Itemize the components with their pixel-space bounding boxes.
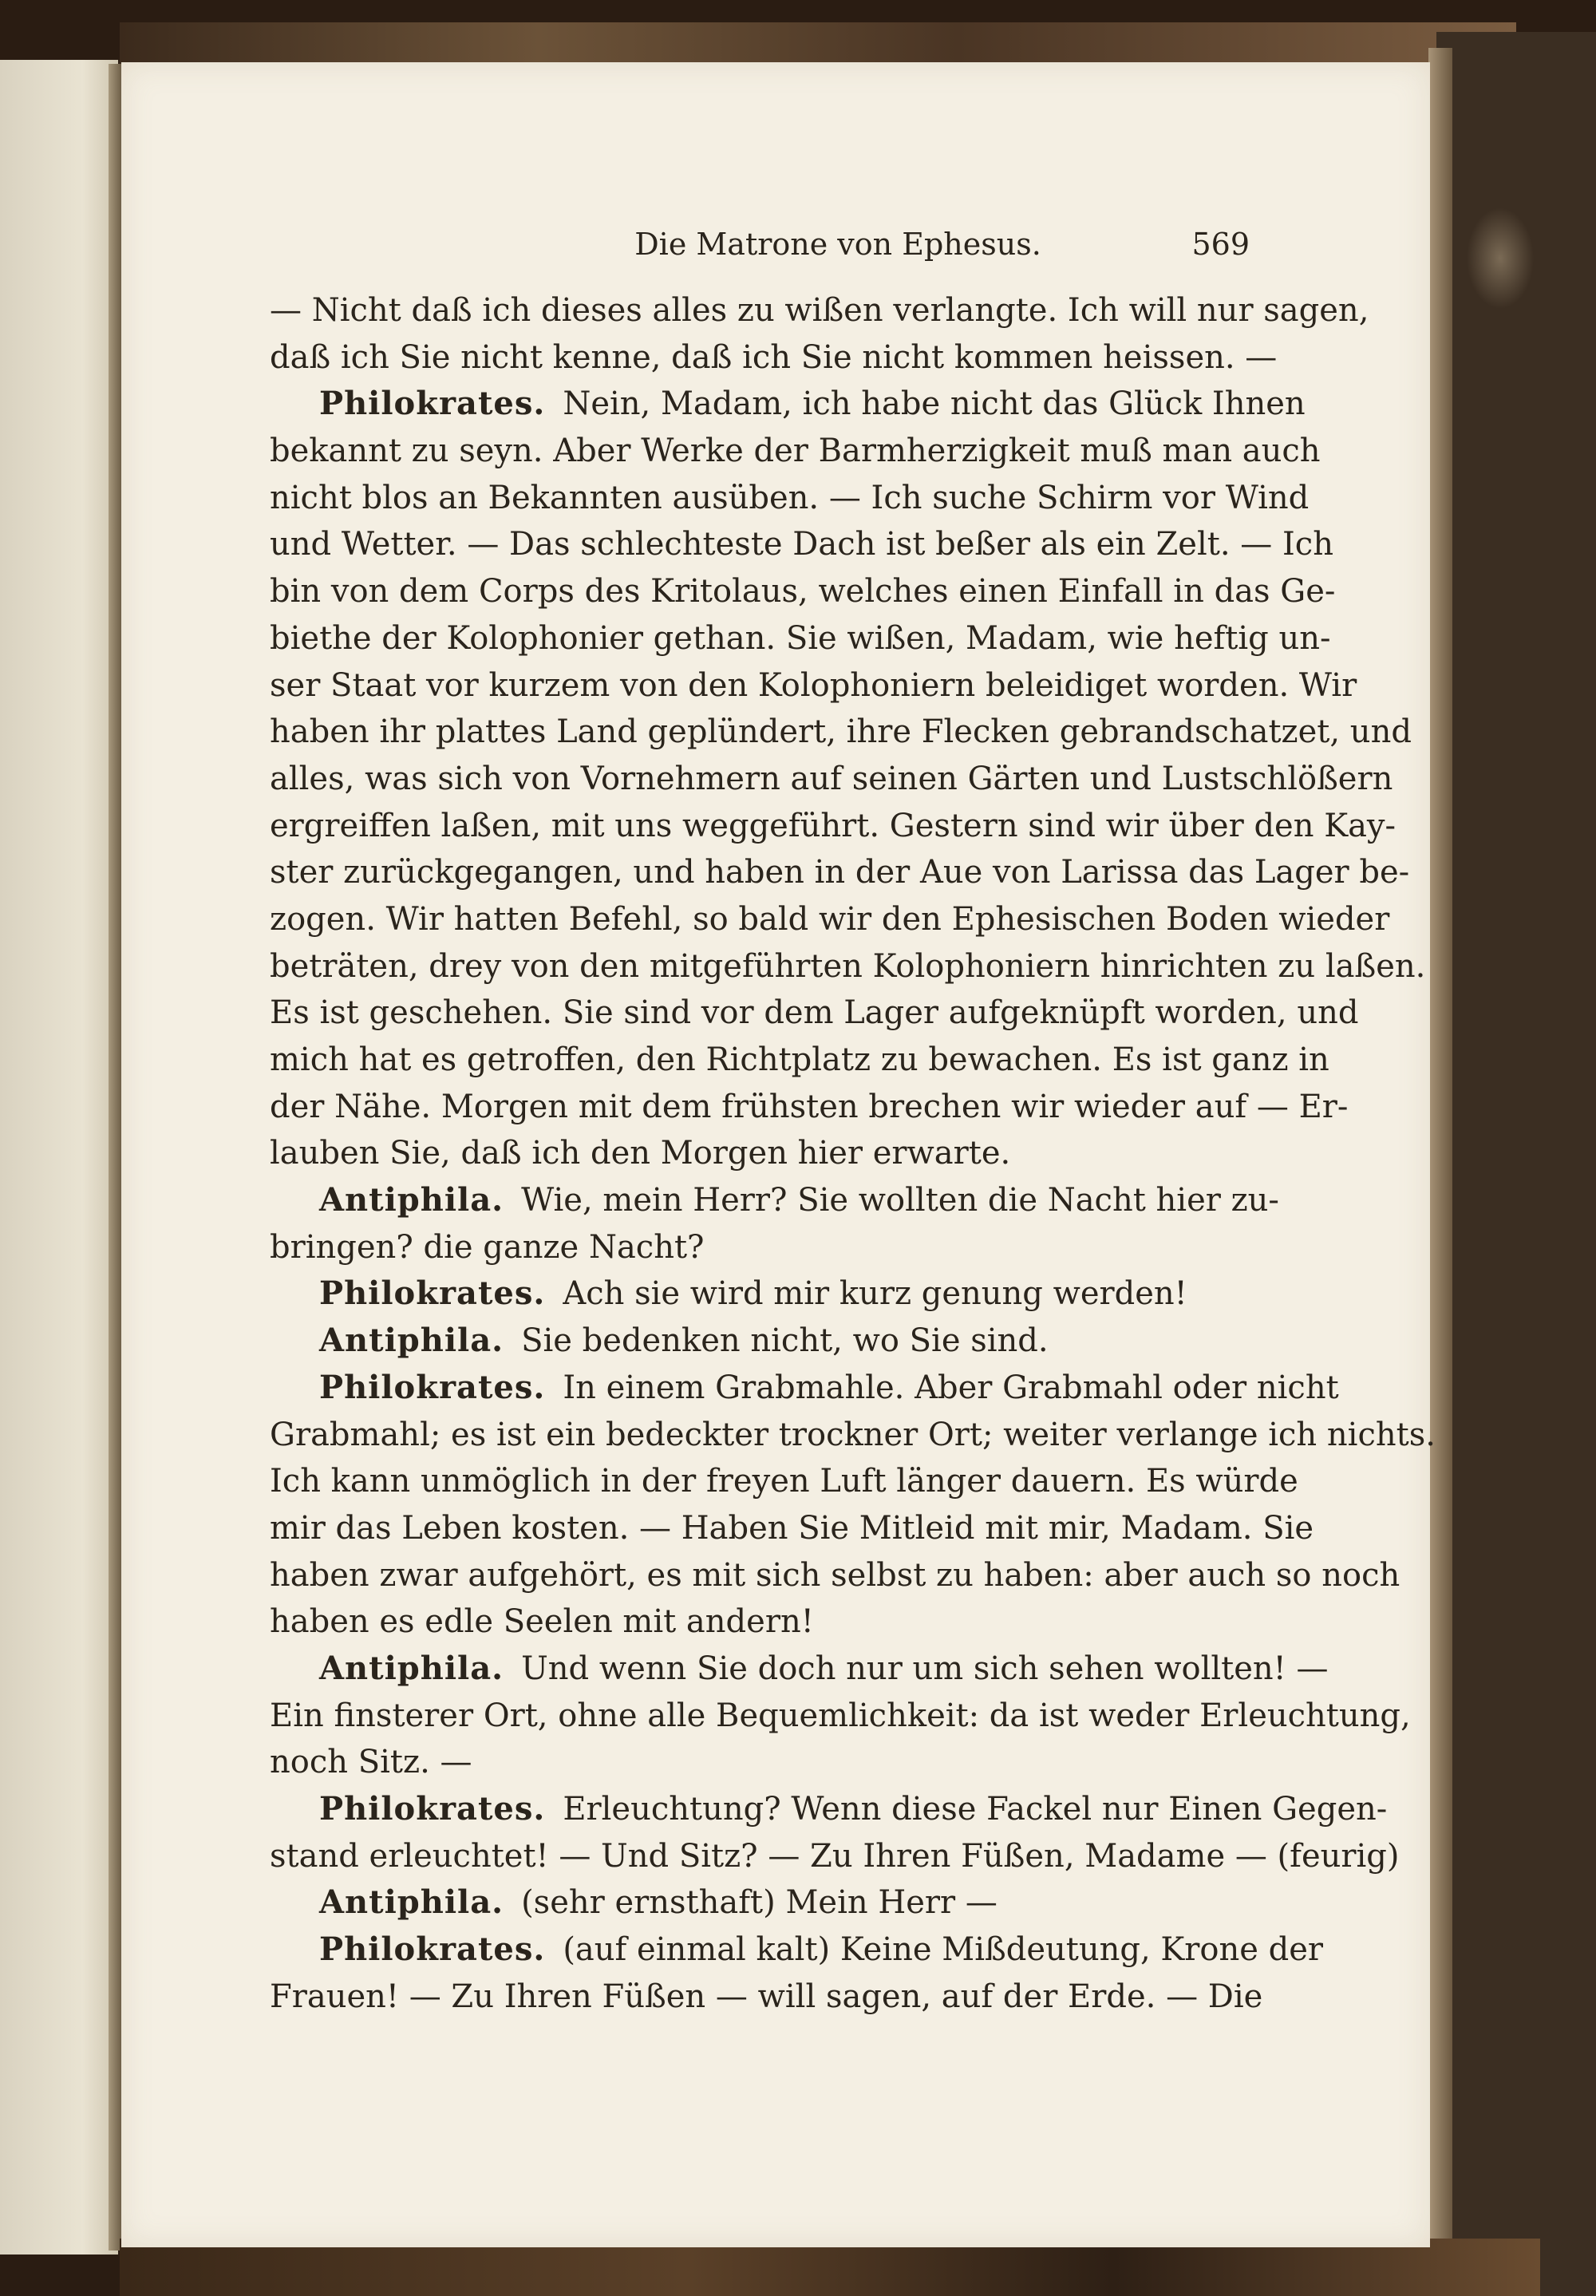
line-text: Sie bedenken nicht, wo Sie sind. [521, 1322, 1049, 1360]
text-line [270, 1739, 1240, 1786]
line-text: der Nähe. Morgen mit dem frühsten brechen wir wieder auf — Er- [270, 1088, 1349, 1125]
text-line [270, 475, 1310, 522]
facing-page-left [0, 60, 118, 2255]
text-line [270, 568, 1336, 615]
text-line [270, 521, 1333, 568]
line-text: Wie, mein Herr? Sie wollten die Nacht hier zu- [521, 1182, 1279, 1219]
text-line [270, 896, 1390, 943]
line-text: biethe der Kolophonier gethan. Sie wißen, Madam, wie heftig un- [270, 619, 1331, 657]
line-text: haben ihr plattes Land geplündert, ihre Flecken gebrandschatzet, und [270, 713, 1412, 751]
page-text-body [270, 287, 1436, 2020]
text-line [270, 1505, 1314, 1552]
text-line [270, 1412, 1436, 1459]
marbled-board-right [1436, 32, 1596, 2296]
text-line [270, 1879, 1240, 1927]
line-text: bin von dem Corps des Kritolaus, welches einen Einfall in das Ge- [270, 573, 1336, 611]
text-line [270, 1130, 1240, 1177]
text-line [270, 1458, 1298, 1505]
line-text: bringen? die ganze Nacht? [270, 1228, 705, 1266]
line-text: nicht blos an Bekannten ausüben. — Ich suche Schirm vor Wind [270, 479, 1310, 516]
page-number: 569 [1191, 227, 1250, 262]
text-line [270, 381, 1306, 428]
text-line [270, 709, 1412, 756]
line-text: zogen. Wir hatten Befehl, so bald wir den Ephesischen Boden wieder [270, 900, 1390, 938]
line-text: daß ich Sie nicht kenne, daß ich Sie nicht kommen heissen. — [270, 338, 1278, 376]
text-line [270, 428, 1321, 475]
board-edge-right [1428, 48, 1452, 2266]
line-text: — Nicht daß ich dieses alles zu wißen verlangte. Ich will nur sagen, [270, 292, 1369, 329]
speaker-name: Antiphila. [319, 1322, 504, 1360]
line-text: Erleuchtung? Wenn diese Fackel nur Einen Gegen- [563, 1791, 1388, 1828]
line-text: haben es edle Seelen mit andern! [270, 1603, 814, 1641]
line-text: und Wetter. — Das schlechteste Dach ist beßer als ein Zelt. — Ich [270, 526, 1333, 563]
line-text: Grabmahl; es ist ein bedeckter trockner Ort; weiter verlange ich nichts. [270, 1416, 1436, 1453]
text-line [270, 334, 1278, 381]
line-text: noch Sitz. — [270, 1744, 472, 1781]
line-text: (sehr ernsthaft) Mein Herr — [521, 1884, 998, 1922]
text-line [270, 943, 1426, 990]
line-text: ster zurückgegangen, und haben in der Aue von Larissa das Lager be- [270, 854, 1410, 891]
speaker-name: Philokrates. [319, 1930, 546, 1969]
text-line [270, 849, 1410, 896]
text-line [270, 1552, 1400, 1599]
speaker-name: Antiphila. [319, 1181, 504, 1219]
text-line [270, 1318, 1240, 1365]
running-head: Die Matrone von Ephesus. [634, 227, 1041, 262]
line-text: ergreiffen laßen, mit uns weggeführt. Gestern sind wir über den Kay- [270, 807, 1396, 844]
line-text: Nein, Madam, ich habe nicht das Glück Ihnen [563, 385, 1306, 423]
text-line [270, 615, 1331, 662]
text-line [270, 1693, 1411, 1740]
line-text: In einem Grabmahle. Aber Grabmahl oder nicht [563, 1369, 1339, 1406]
text-line [270, 1974, 1263, 2021]
text-line [270, 1037, 1329, 1084]
text-line [270, 1224, 1240, 1271]
line-text: Und wenn Sie doch nur um sich sehen wollten! — [521, 1650, 1329, 1687]
line-text: lauben Sie, daß ich den Morgen hier erwarte. [270, 1135, 1011, 1172]
line-text: Ach sie wird mir kurz genung werden! [563, 1275, 1187, 1313]
line-text: bekannt zu seyn. Aber Werke der Barmherzigkeit muß man auch [270, 433, 1321, 470]
text-line [270, 756, 1393, 803]
text-line [270, 1927, 1324, 1974]
book-gutter [109, 64, 121, 2251]
text-line [270, 1786, 1388, 1833]
text-line [270, 1177, 1279, 1224]
speaker-name: Philokrates. [319, 1790, 546, 1828]
text-line [270, 1271, 1240, 1318]
text-line [270, 1365, 1339, 1412]
speaker-name: Philokrates. [319, 385, 546, 423]
line-text: mich hat es getroffen, den Richtplatz zu bewachen. Es ist ganz in [270, 1041, 1329, 1078]
line-text: Ein finsterer Ort, ohne alle Bequemlichkeit: da ist weder Erleuchtung, [270, 1697, 1411, 1734]
text-line [270, 803, 1396, 850]
line-text: haben zwar aufgehört, es mit sich selbst zu haben: aber auch so noch [270, 1556, 1400, 1594]
line-text: Es ist geschehen. Sie sind vor dem Lager aufgeknüpft worden, und [270, 994, 1359, 1032]
speaker-name: Philokrates. [319, 1274, 546, 1313]
text-line [270, 1599, 1240, 1646]
speaker-name: Antiphila. [319, 1883, 504, 1922]
speaker-name: Philokrates. [319, 1368, 546, 1406]
text-line [270, 990, 1359, 1037]
line-text: alles, was sich von Vornehmern auf seinen Gärten und Lustschlößern [270, 760, 1393, 797]
text-line [270, 287, 1369, 334]
line-text: (auf einmal kalt) Keine Mißdeutung, Krone der [563, 1931, 1324, 1969]
line-text: stand erleuchtet! — Und Sitz? — Zu Ihren Füßen, Madame — (feurig) [270, 1837, 1400, 1875]
line-text: mir das Leben kosten. — Haben Sie Mitleid mit mir, Madam. Sie [270, 1509, 1314, 1547]
line-text: Frauen! — Zu Ihren Füßen — will sagen, auf der Erde. — Die [270, 1978, 1263, 2015]
text-line [270, 662, 1357, 709]
line-text: Ich kann unmöglich in der freyen Luft länger dauern. Es würde [270, 1463, 1298, 1500]
speaker-name: Antiphila. [319, 1649, 504, 1687]
text-line [270, 1646, 1329, 1693]
text-line [270, 1084, 1349, 1131]
line-text: ser Staat vor kurzem von den Kolophoniern beleidiget worden. Wir [270, 666, 1357, 704]
line-text: beträten, drey von den mitgeführten Kolophoniern hinrichten zu laßen. [270, 947, 1426, 985]
text-line [270, 1833, 1400, 1880]
